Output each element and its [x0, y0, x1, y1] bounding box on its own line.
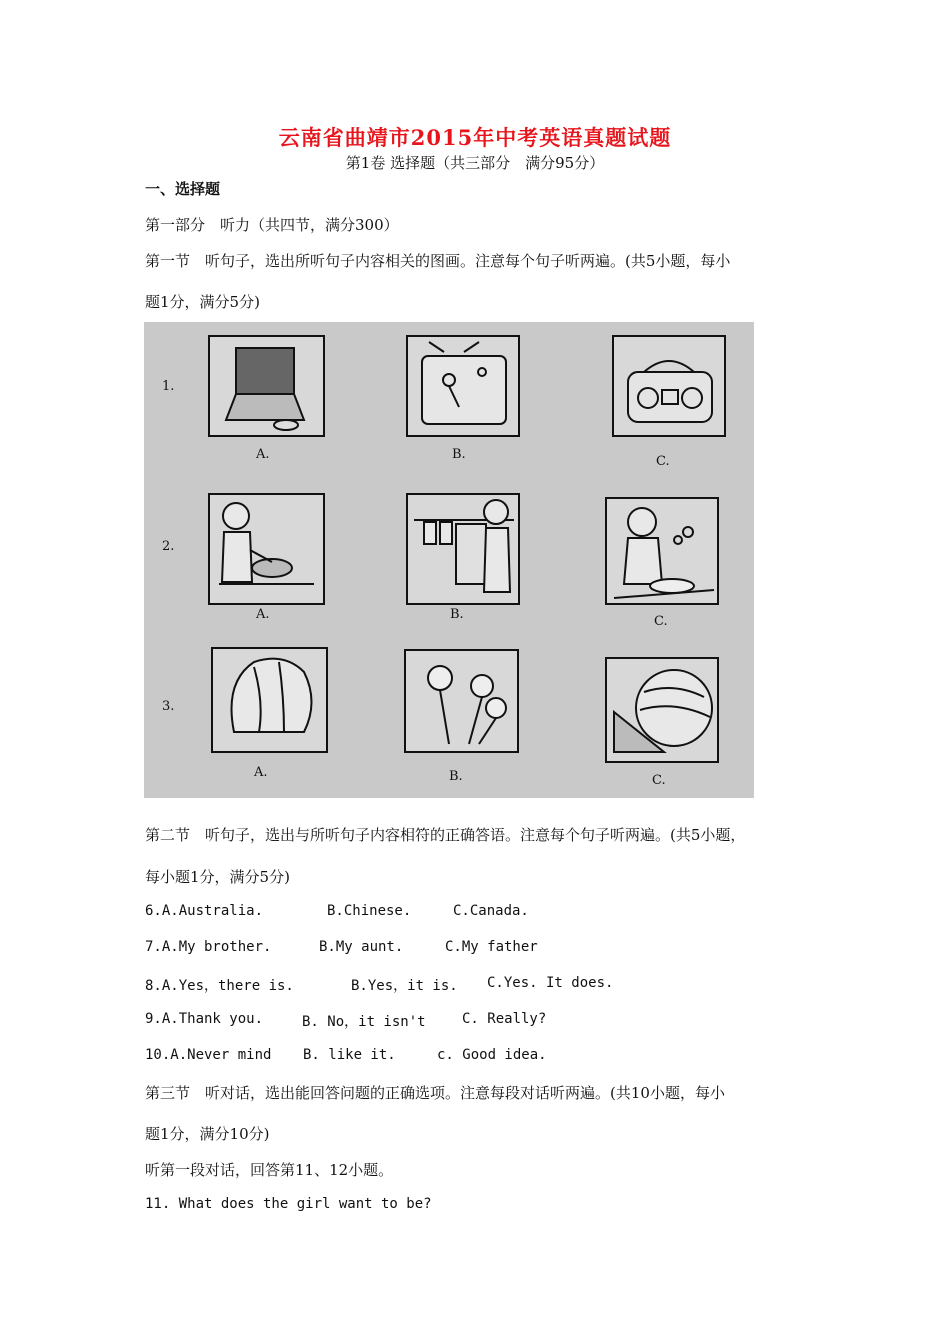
flowers-icon — [405, 650, 518, 752]
page-subtitle: 第1卷 选择题（共三部分 满分95分） — [345, 154, 605, 172]
figure-option-label: C. — [656, 454, 670, 469]
picture-questions-figure — [144, 322, 754, 798]
option-b: B. No，it isn't — [302, 1014, 426, 1030]
cooking-icon — [209, 494, 324, 604]
section-heading: 一、选择题 — [145, 180, 221, 198]
option-b: B. like it. — [303, 1047, 396, 1063]
section2-instructions: 第二节 听句子，选出与所听句子内容相符的正确答语。注意每个句子听两遍。(共5小题， — [145, 826, 746, 844]
laptop-icon — [209, 336, 324, 436]
option-c: C.Canada. — [453, 903, 529, 919]
section1-instructions-cont: 题1分，满分5分) — [145, 293, 260, 311]
option-a: 9.A.Thank you. — [145, 1011, 264, 1027]
section1-instructions: 第一节 听句子，选出所听句子内容相关的图画。注意每个句子听两遍。(共5小题，每小 — [145, 252, 731, 270]
option-a: 6.A.Australia. — [145, 903, 264, 919]
dialog-intro: 听第一段对话，回答第11、12小题。 — [145, 1161, 394, 1179]
watermelon-icon — [606, 658, 718, 762]
option-c: C.Yes. It does. — [487, 975, 614, 991]
option-b: B.My aunt. — [319, 939, 404, 955]
radio-icon — [613, 336, 725, 436]
figure-option-label: C. — [654, 614, 668, 629]
laundry-icon — [407, 494, 519, 604]
tv-icon — [407, 336, 519, 436]
figure-option-label: B. — [452, 447, 466, 462]
option-c: c. Good idea. — [437, 1047, 547, 1063]
section3-instructions: 第三节 听对话，选出能回答问题的正确选项。注意每段对话听两遍。(共10小题，每小 — [145, 1084, 725, 1102]
figure-option-label: A. — [256, 607, 270, 622]
section3-instructions-cont: 题1分，满分10分) — [145, 1125, 270, 1143]
option-b: B.Yes，it is. — [351, 978, 458, 994]
figure-row-number: 1. — [162, 379, 175, 394]
option-c: C. Really? — [462, 1011, 547, 1027]
figure-option-label: A. — [256, 447, 270, 462]
figure-option-label: B. — [449, 769, 463, 784]
option-c: C.My father — [445, 939, 538, 955]
figure-option-label: C. — [652, 773, 666, 788]
option-a: 8.A.Yes，there is. — [145, 978, 294, 994]
figure-row-number: 2. — [162, 539, 175, 554]
option-a: 10.A.Never mind — [145, 1047, 272, 1063]
option-b: B.Chinese. — [327, 903, 412, 919]
cabbage-icon — [212, 648, 327, 752]
figure-option-label: B. — [450, 607, 464, 622]
section2-instructions-cont: 每小题1分，满分5分) — [145, 868, 290, 886]
figure-row-number: 3. — [162, 699, 175, 714]
option-a: 7.A.My brother. — [145, 939, 272, 955]
question-11: 11. What does the girl want to be? — [145, 1196, 432, 1212]
figure-option-label: A. — [254, 765, 268, 780]
part1-heading: 第一部分 听力（共四节，满分300） — [145, 216, 399, 234]
washing-dishes-icon — [606, 498, 718, 604]
page-title: 云南省曲靖市2015年中考英语真题试题 — [278, 125, 672, 150]
